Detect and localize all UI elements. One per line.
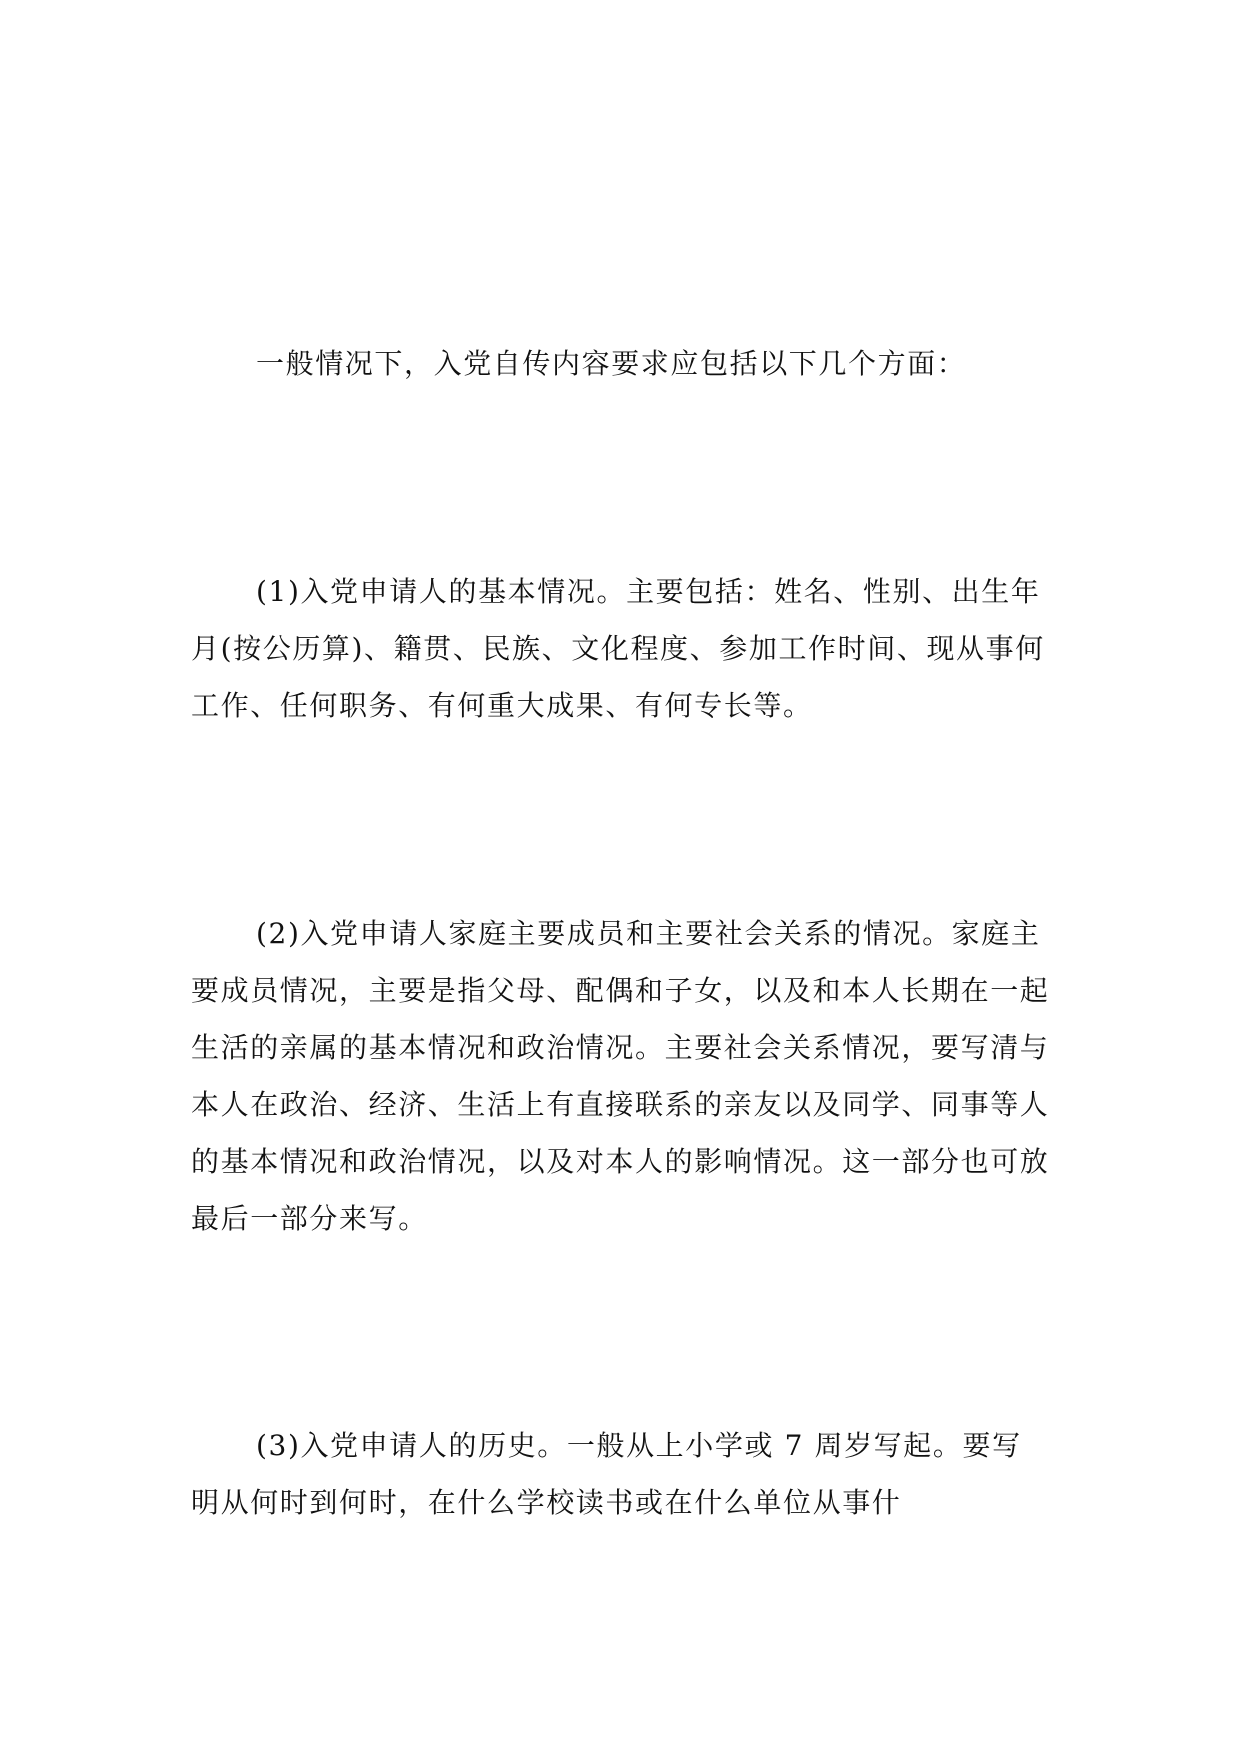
section-1-paragraph: (1)入党申请人的基本情况。主要包括：姓名、性别、出生年月(按公历算)、籍贯、民族、文化程度、参加工作时间、现从事何工作、任何职务、有何重大成果、有何专长等。 <box>191 575 1045 722</box>
section-3-paragraph: (3)入党申请人的历史。一般从上小学或 7 周岁写起。要写明从何时到何时，在什么学校读书或在什么单位从事什 <box>191 1429 1022 1519</box>
section-2-paragraph: (2)入党申请人家庭主要成员和主要社会关系的情况。家庭主要成员情况，主要是指父母、配偶和子女，以及和本人长期在一起生活的亲属的基本情况和政治情况。主要社会关系情况，要写清与本人在政治、经济、生活上有直接联系的亲友以及同学、同事等人的基本情况和政治情况，以及对本人的影响情况。这一部分也可放最后一部分来写。 <box>191 917 1050 1235</box>
intro-paragraph: 一般情况下，入党自传内容要求应包括以下几个方面： <box>256 347 967 380</box>
